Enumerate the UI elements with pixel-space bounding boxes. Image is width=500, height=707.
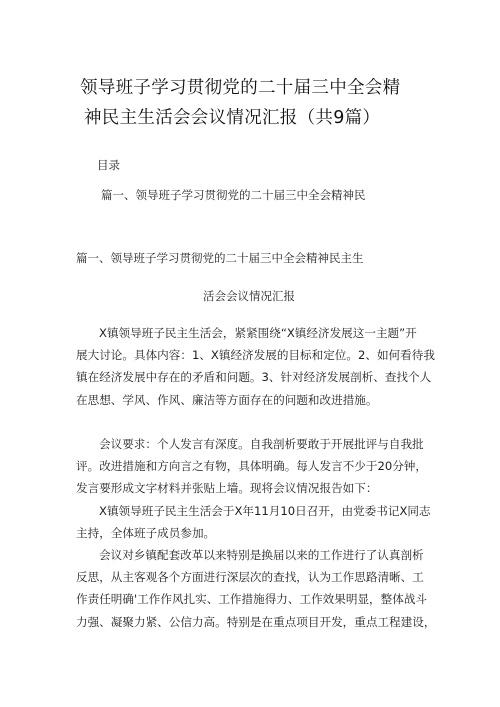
body-paragraph xyxy=(76,433,436,500)
toc-heading: 目录 xyxy=(97,158,120,172)
paragraph-line: 评。改进措施和方向言之有物，具体明确。每人发言不少于20分钟， xyxy=(76,459,427,474)
paragraph-line: 作责任明确'工作作风扎实、工作措施得力、工作效果明显，整体战斗 xyxy=(76,592,428,607)
document-title-line-2: 神民主生活会会议情况汇报（共9篇） xyxy=(84,108,381,128)
paragraph-line: 反思，从主客观各个方面进行深层次的查找，认为工作思路清晰、工 xyxy=(76,570,424,585)
document-title-line-1: 领导班子学习贯彻党的二十届三中全会精 xyxy=(80,78,401,98)
paragraph-line: 会议对乡镇配套改革以来特别是换届以来的工作进行了认真剖析 xyxy=(99,548,424,562)
paragraph-line: 力强、凝聚力紧、公信力高。特别是在重点项目开发，重点工程建设， xyxy=(76,614,436,629)
paragraph-line: X镇领导班子民主生活会于X年11月10日召开，由党委书记X同志 xyxy=(99,504,431,518)
body-paragraph xyxy=(76,544,436,633)
paragraph-line: 会议要求：个人发言有深度。自我剖析要敢于开展批评与自我批 xyxy=(99,437,424,451)
body-paragraph xyxy=(76,322,436,411)
section-heading-line-2: 活会会议情况汇报 xyxy=(203,289,295,303)
paragraph-line: 在思想、学风、作风、廉洁等方面存在的问题和改进措施。 xyxy=(76,392,378,407)
body-paragraph xyxy=(76,500,436,544)
section-heading-line-1: 篇一、领导班子学习贯彻党的二十届三中全会精神民主生 xyxy=(76,251,364,265)
paragraph-line: 主持，全体班子成员参加。 xyxy=(76,526,216,541)
paragraph-line: 镇在经济发展中存在的矛盾和问题。3、针对经济发展剖析、查找个人 xyxy=(76,370,432,385)
toc-item[interactable]: 篇一、领导班子学习贯彻党的二十届三中全会精神民 xyxy=(101,188,366,202)
paragraph-line: 发言要形成文字材料并张贴上墙。现将会议情况报告如下： xyxy=(76,481,378,496)
paragraph-line: X镇领导班子民主生活会，紧紧围绕“X镇经济发展这一主题”开 xyxy=(99,326,417,340)
paragraph-line: 展大讨论。具体内容：1、X镇经济发展的目标和定位。2、如何看待我 xyxy=(76,348,435,363)
